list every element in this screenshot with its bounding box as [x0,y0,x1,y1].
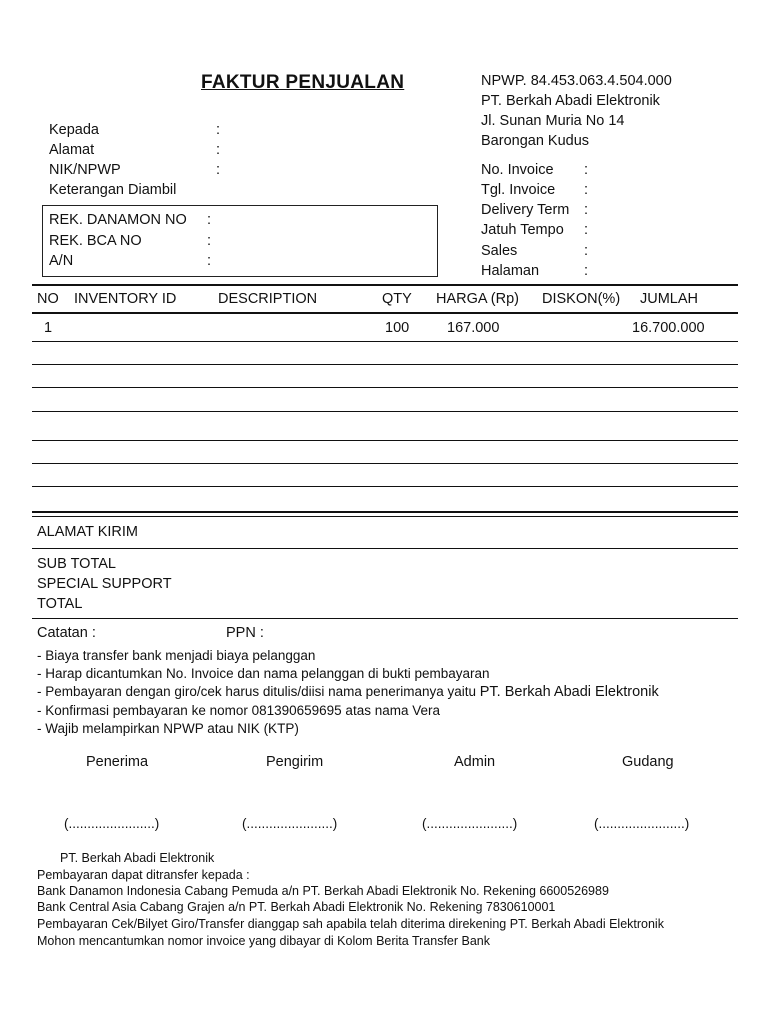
col-header-inventory-id: INVENTORY ID [74,291,177,307]
col-header-no: NO [37,291,59,307]
invoice-sep-tgl: : [584,182,589,198]
cell-no: 1 [44,320,53,336]
totals-rule [32,618,738,619]
invoice-label-delivery: Delivery Term [481,202,570,218]
signature-role-pengirim: Pengirim [266,754,324,770]
row-divider [32,387,738,388]
row-divider [32,463,738,464]
invoice-sep-sales: : [584,243,589,259]
row-divider [32,440,738,441]
col-header-harga: HARGA (Rp) [436,291,519,307]
row-divider [32,411,738,412]
invoice-label-halaman: Halaman [481,263,540,279]
table-top-rule [32,284,738,286]
invoice-title: FAKTUR PENJUALAN [201,72,405,93]
note-item: - Biaya transfer bank menjadi biaya pelanggan [37,648,316,663]
invoice-sep-jatuh-tempo: : [584,222,589,238]
bank-label-bca: REK. BCA NO [49,233,142,249]
catatan-label: Catatan : [37,625,96,641]
signature-line-admin: (.......................) [422,816,518,831]
note-text: - Pembayaran dengan giro/cek harus ditulis/diisi nama penerimanya yaitu [37,684,476,699]
bank-sep-danamon: : [207,212,212,228]
invoice-sep-halaman: : [584,263,589,279]
signature-role-admin: Admin [454,754,496,770]
footer-line: Pembayaran Cek/Bilyet Giro/Transfer dianggap sah apabila telah diterima direkening PT. Berkah Abadi Elektronik [37,917,664,931]
invoice-sep-no: : [584,162,589,178]
note-payee-name: PT. Berkah Abadi Elektronik [479,684,659,700]
company-address-line2: Barongan Kudus [481,133,590,149]
cell-qty: 100 [385,320,410,336]
company-npwp: NPWP. 84.453.063.4.504.000 [481,73,672,89]
total-label: TOTAL [37,596,83,612]
cell-jumlah: 16.700.000 [632,320,705,336]
bank-label-an: A/N [49,253,74,269]
row-divider [32,486,738,487]
cell-harga: 167.000 [447,320,500,336]
field-label-keterangan: Keterangan Diambil [49,182,177,198]
ppn-label: PPN : [226,625,264,641]
field-sep-nik-npwp: : [216,162,221,178]
field-label-alamat: Alamat [49,142,95,158]
signature-role-penerima: Penerima [86,754,149,770]
field-label-kepada: Kepada [49,122,99,138]
bank-label-danamon: REK. DANAMON NO [49,212,187,228]
field-sep-alamat: : [216,142,221,158]
alamat-kirim-rule [32,548,738,549]
table-bottom-rule-double [32,516,738,517]
col-header-description: DESCRIPTION [218,291,318,307]
bank-sep-an: : [207,253,212,269]
signature-line-penerima: (.......................) [64,816,160,831]
row-divider [32,341,738,342]
note-item: - Wajib melampirkan NPWP atau NIK (KTP) [37,721,299,736]
alamat-kirim-label: ALAMAT KIRIM [37,524,138,540]
field-label-nik-npwp: NIK/NPWP [49,162,121,178]
invoice-sep-delivery: : [584,202,589,218]
bank-sep-bca: : [207,233,212,249]
field-sep-kepada: : [216,122,221,138]
col-header-diskon: DISKON(%) [542,291,621,307]
table-bottom-rule [32,511,738,513]
footer-line: Pembayaran dapat ditransfer kepada : [37,868,250,882]
signature-line-pengirim: (.......................) [242,816,338,831]
note-item: - Harap dicantumkan No. Invoice dan nama pelanggan di bukti pembayaran [37,666,490,681]
invoice-label-jatuh-tempo: Jatuh Tempo [481,222,564,238]
footer-line: Mohon mencantumkan nomor invoice yang dibayar di Kolom Berita Transfer Bank [37,934,491,948]
col-header-qty: QTY [382,291,412,307]
footer-line: Bank Central Asia Cabang Grajen a/n PT. Berkah Abadi Elektronik No. Rekening 7830610001 [37,900,556,914]
footer-line: Bank Danamon Indonesia Cabang Pemuda a/n PT. Berkah Abadi Elektronik No. Rekening 6600526989 [37,884,609,898]
sub-total-label: SUB TOTAL [37,556,116,572]
invoice-label-tgl: Tgl. Invoice [481,182,556,198]
footer-company-name: PT. Berkah Abadi Elektronik [60,851,215,865]
note-item [37,684,659,700]
invoice-label-no: No. Invoice [481,162,554,178]
company-address-line1: Jl. Sunan Muria No 14 [481,113,625,129]
col-header-jumlah: JUMLAH [640,291,699,307]
table-header-rule [32,312,738,314]
special-support-label: SPECIAL SUPPORT [37,576,172,592]
signature-line-gudang: (.......................) [594,816,690,831]
signature-role-gudang: Gudang [622,754,674,770]
row-divider [32,364,738,365]
invoice-label-sales: Sales [481,243,518,259]
note-item: - Konfirmasi pembayaran ke nomor 081390659695 atas nama Vera [37,703,440,718]
company-name: PT. Berkah Abadi Elektronik [481,93,660,109]
